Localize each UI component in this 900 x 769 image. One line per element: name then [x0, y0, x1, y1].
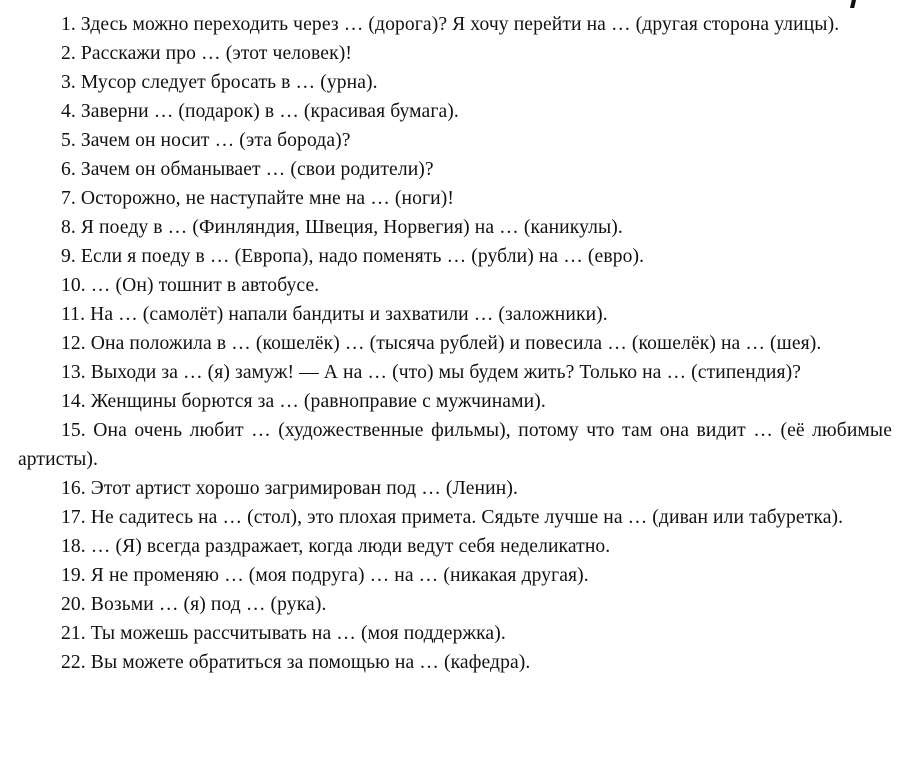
exercise-item-12: 12. Она положила в … (кошелёк) … (тысяча рублей) и повесила … (кошелёк) на … (шея). [61, 333, 822, 354]
exercise-item-7: 7. Осторожно, не наступайте мне на … (ноги)! [61, 188, 454, 209]
exercise-item-10: 10. … (Он) тошнит в автобусе. [61, 275, 320, 296]
exercise-item-15: 15. Она очень любит … (художественные фильмы), потому что там она видит … (её любимые артисты). [18, 420, 892, 470]
exercise-list [18, 10, 892, 677]
exercise-item-9: 9. Если я поеду в … (Европа), надо поменять … (рубли) на … (евро). [61, 246, 645, 267]
exercise-item-5: 5. Зачем он носит … (эта борода)? [61, 130, 351, 151]
exercise-item-16: 16. Этот артист хорошо загримирован под … (Ленин). [61, 478, 518, 499]
exercise-item-11: 11. На … (самолёт) напали бандиты и захватили … (заложники). [61, 304, 608, 325]
exercise-item-17: 17. Не садитесь на … (стол), это плохая примета. Сядьте лучше на … (диван или табуретка). [61, 507, 844, 528]
exercise-item-2: 2. Расскажи про … (этот человек)! [61, 43, 352, 64]
exercise-item-18: 18. … (Я) всегда раздражает, когда люди ведут себя неделикатно. [61, 536, 611, 557]
exercise-item-13: 13. Выходи за … (я) замуж! — А на … (что) мы будем жить? Только на … (стипендия)? [61, 362, 801, 383]
exercise-item-8: 8. Я поеду в … (Финляндия, Швеция, Норвегия) на … (каникулы). [61, 217, 623, 238]
exercise-item-14: 14. Женщины борются за … (равноправие с мужчинами). [61, 391, 546, 412]
exercise-item-20: 20. Возьми … (я) под … (рука). [61, 594, 327, 615]
exercise-item-4: 4. Заверни … (подарок) в … (красивая бумага). [61, 101, 459, 122]
exercise-item-6: 6. Зачем он обманывает … (свои родители)? [61, 159, 434, 180]
exercise-item-21: 21. Ты можешь рассчитывать на … (моя поддержка). [61, 623, 506, 644]
exercise-item-19: 19. Я не променяю … (моя подруга) … на … (никакая другая). [61, 565, 589, 586]
exercise-item-1: 1. Здесь можно переходить через … (дорога)? Я хочу перейти на … (другая сторона улицы). [61, 14, 840, 35]
exercise-item-3: 3. Мусор следует бросать в … (урна). [61, 72, 378, 93]
corner-mark [850, 0, 856, 8]
exercise-item-22: 22. Вы можете обратиться за помощью на … (кафедра). [61, 652, 531, 673]
